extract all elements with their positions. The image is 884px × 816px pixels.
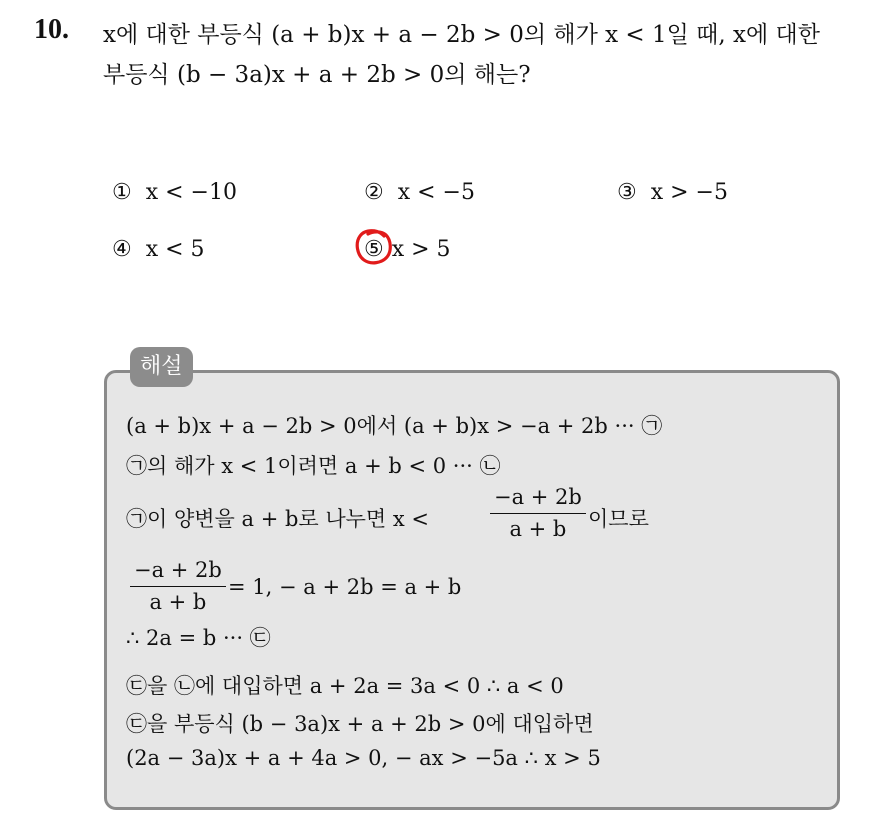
fraction-numerator: −a + 2b: [490, 485, 586, 514]
choice-3-text: x > −5: [650, 180, 728, 205]
choice-4-mark: ④: [112, 237, 132, 262]
solution-line-7: ㉢을 부등식 (b − 3a)x + a + 2b > 0에 대입하면: [126, 712, 594, 736]
question-text-line1: x에 대한 부등식 (a + b)x + a − 2b > 0의 해가 x < 1일 때, x에 대한: [103, 22, 820, 48]
choice-5-mark: ⑤: [364, 237, 384, 262]
solution-line-3-suffix: 이므로: [588, 507, 649, 531]
choice-2-mark: ②: [364, 180, 384, 205]
choice-4[interactable]: [112, 237, 205, 262]
choice-1[interactable]: [112, 180, 237, 205]
fraction-denominator: a + b: [509, 517, 567, 541]
answer-circle-annotation: [353, 226, 393, 266]
choice-2[interactable]: [364, 180, 475, 205]
solution-line-3-prefix: ㉠이 양변을 a + b로 나누면 x <: [126, 507, 430, 531]
choice-1-mark: ①: [112, 180, 132, 205]
solution-line-5: ∴ 2a = b ··· ㉢: [126, 626, 271, 650]
choice-4-text: x < 5: [145, 237, 205, 262]
solution-label: 해설: [130, 347, 193, 387]
question-number: 10.: [34, 14, 69, 45]
solution-line-1: (a + b)x + a − 2b > 0에서 (a + b)x > −a + 2b ··· ㉠: [126, 414, 663, 438]
solution-line-3-fraction: [490, 485, 586, 541]
fraction-denominator: a + b: [149, 590, 207, 614]
choice-2-text: x < −5: [397, 180, 475, 205]
solution-line-8: (2a − 3a)x + a + 4a > 0, − ax > −5a ∴ x > 5: [126, 746, 601, 770]
solution-line-4-fraction: [130, 558, 226, 614]
solution-line-6: ㉢을 ㉡에 대입하면 a + 2a = 3a < 0 ∴ a < 0: [126, 674, 564, 698]
solution-line-2: ㉠의 해가 x < 1이려면 a + b < 0 ··· ㉡: [126, 454, 501, 478]
choice-1-text: x < −10: [145, 180, 237, 205]
choice-5-text: x > 5: [391, 237, 451, 262]
question-text-line2: 부등식 (b − 3a)x + a + 2b > 0의 해는?: [103, 62, 531, 88]
solution-line-4-suffix: = 1, − a + 2b = a + b: [228, 575, 462, 599]
fraction-numerator: −a + 2b: [130, 558, 226, 587]
choice-3-mark: ③: [617, 180, 637, 205]
choice-3[interactable]: [617, 180, 728, 205]
